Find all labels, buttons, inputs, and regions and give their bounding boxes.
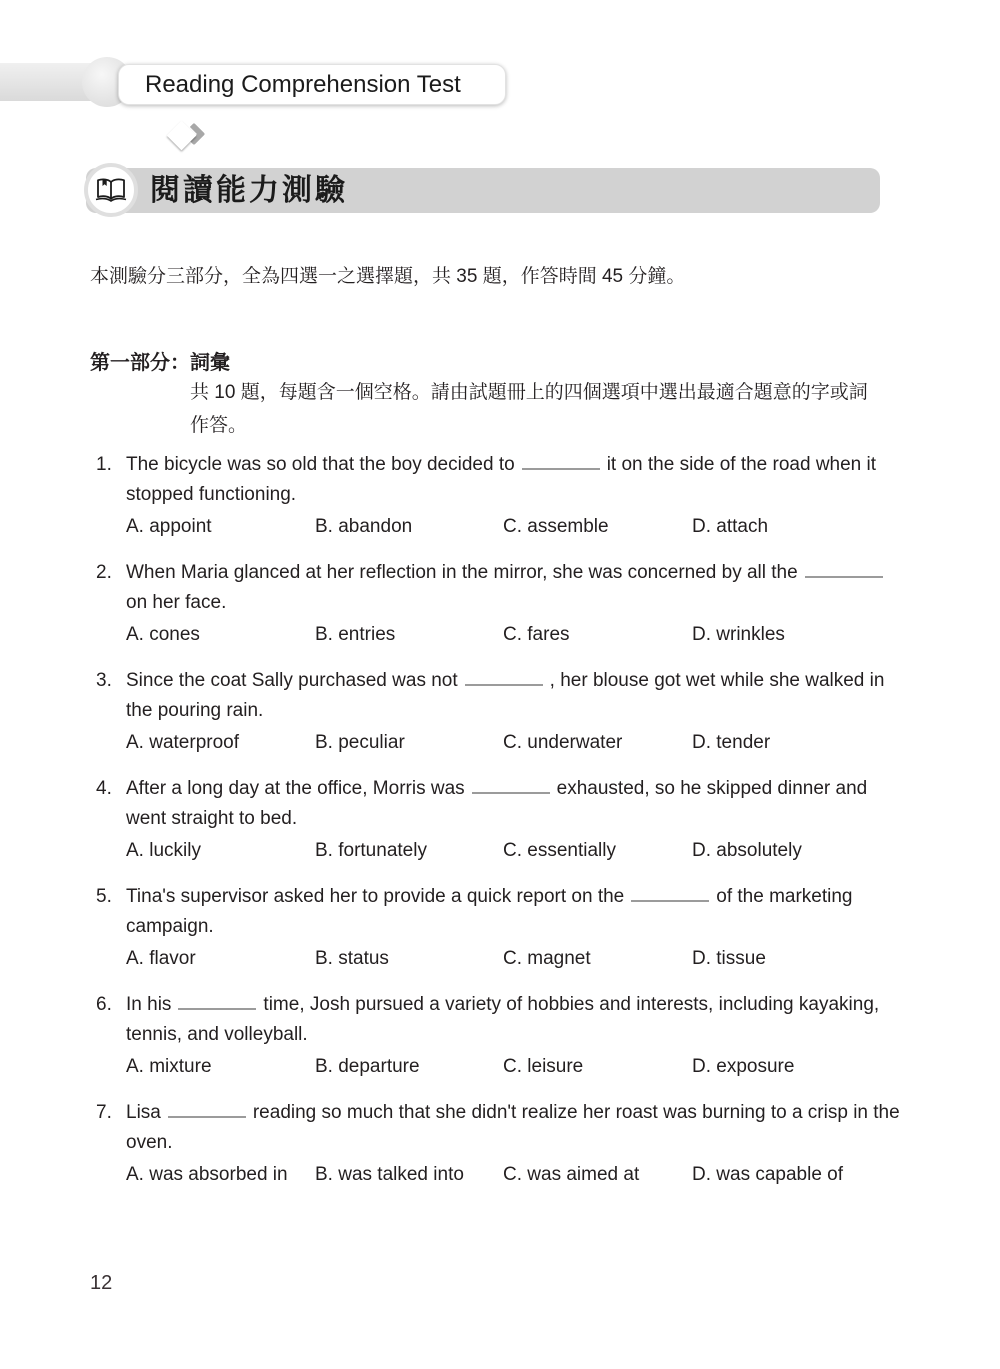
question-number: 2. — [96, 562, 112, 583]
option-label: B. was talked into — [315, 1164, 464, 1185]
question-number: 7. — [96, 1102, 112, 1123]
question-text-after: , her blouse got wet while she walked in the pouring rain. — [126, 670, 885, 721]
question-item — [96, 450, 906, 542]
option-label: B. peculiar — [315, 732, 405, 753]
question-text-before: In his — [126, 994, 172, 1015]
page-number: 12 — [90, 1272, 113, 1294]
option-label: A. was absorbed in — [126, 1164, 288, 1185]
question-list — [96, 450, 906, 1206]
option-label: D. was capable of — [692, 1164, 844, 1185]
question-options — [126, 1052, 906, 1082]
question-item — [96, 774, 906, 866]
answer-blank — [465, 671, 543, 686]
question-text — [126, 774, 906, 834]
question-text-before: After a long day at the office, Morris was — [126, 778, 465, 799]
question-text-before: The bicycle was so old that the boy decided to — [126, 454, 515, 475]
answer-blank — [168, 1103, 246, 1118]
question-options — [126, 728, 906, 758]
question-item — [96, 666, 906, 758]
option-label: D. exposure — [692, 1056, 795, 1077]
question-number: 3. — [96, 670, 112, 691]
open-book-icon — [84, 163, 138, 217]
question-text — [126, 450, 906, 510]
question-number: 6. — [96, 994, 112, 1015]
question-number: 4. — [96, 778, 112, 799]
banner-title: 閱讀能力測驗 — [150, 174, 348, 207]
option-label: A. flavor — [126, 948, 196, 969]
question-item — [96, 882, 906, 974]
question-text — [126, 558, 906, 618]
question-number: 1. — [96, 454, 112, 475]
question-item — [96, 990, 906, 1082]
option-label: A. cones — [126, 624, 200, 645]
option-label: D. absolutely — [692, 840, 802, 861]
option-label: D. tender — [692, 732, 771, 753]
option-label: C. assemble — [503, 516, 609, 537]
section-title: 第一部分：詞彙 — [90, 352, 230, 374]
option-label: C. underwater — [503, 732, 623, 753]
question-options — [126, 944, 906, 974]
option-label: B. abandon — [315, 516, 413, 537]
option-label: A. appoint — [126, 516, 212, 537]
question-text-after: reading so much that she didn't realize her roast was burning to a crisp in the oven. — [126, 1102, 900, 1153]
question-options — [126, 620, 906, 650]
question-text — [126, 990, 906, 1050]
option-label: A. luckily — [126, 840, 201, 861]
answer-blank — [631, 887, 709, 902]
answer-blank — [178, 995, 256, 1010]
option-label: B. departure — [315, 1056, 420, 1077]
option-label: C. magnet — [503, 948, 591, 969]
question-text-after: exhausted, so he skipped dinner and went straight to bed. — [126, 778, 868, 829]
option-label: B. entries — [315, 624, 396, 645]
option-label: C. was aimed at — [503, 1164, 640, 1185]
option-label: C. essentially — [503, 840, 616, 861]
question-item — [96, 1098, 906, 1190]
header-tab-label: Reading Comprehension Test — [145, 70, 461, 98]
intro-text: 本測驗分三部分，全為四選一之選擇題，共 35 題，作答時間 45 分鐘。 — [90, 266, 686, 287]
answer-blank — [522, 455, 600, 470]
question-text-after: of the marketing campaign. — [126, 886, 853, 937]
question-text-before: Lisa — [126, 1102, 161, 1123]
question-text-before: Since the coat Sally purchased was not — [126, 670, 458, 691]
option-label: A. waterproof — [126, 732, 239, 753]
option-label: B. fortunately — [315, 840, 427, 861]
option-label: D. wrinkles — [692, 624, 785, 645]
question-text-after: time, Josh pursued a variety of hobbies and interests, including kayaking, tennis, and volleyball. — [126, 994, 880, 1045]
answer-blank — [472, 779, 550, 794]
question-text — [126, 666, 906, 726]
question-text-after: on her face. — [126, 592, 227, 613]
option-label: B. status — [315, 948, 389, 969]
question-text-before: Tina's supervisor asked her to provide a quick report on the — [126, 886, 625, 907]
header-tab — [118, 64, 506, 105]
option-label: A. mixture — [126, 1056, 212, 1077]
option-label: C. fares — [503, 624, 570, 645]
question-text-before: When Maria glanced at her reflection in the mirror, she was concerned by all the — [126, 562, 798, 583]
question-text-after: it on the side of the road when it stopped functioning. — [126, 454, 877, 505]
section-description: 共 10 題，每題含一個空格。請由試題冊上的四個選項中選出最適合題意的字或詞作答。 — [190, 382, 868, 436]
open-book-glyph — [94, 176, 128, 204]
question-options — [126, 836, 906, 866]
question-text — [126, 1098, 906, 1158]
option-label: C. leisure — [503, 1056, 584, 1077]
question-item — [96, 558, 906, 650]
question-options — [126, 1160, 906, 1190]
option-label: D. attach — [692, 516, 769, 537]
option-label: D. tissue — [692, 948, 766, 969]
answer-blank — [805, 563, 883, 578]
question-options — [126, 512, 906, 542]
question-number: 5. — [96, 886, 112, 907]
question-text — [126, 882, 906, 942]
